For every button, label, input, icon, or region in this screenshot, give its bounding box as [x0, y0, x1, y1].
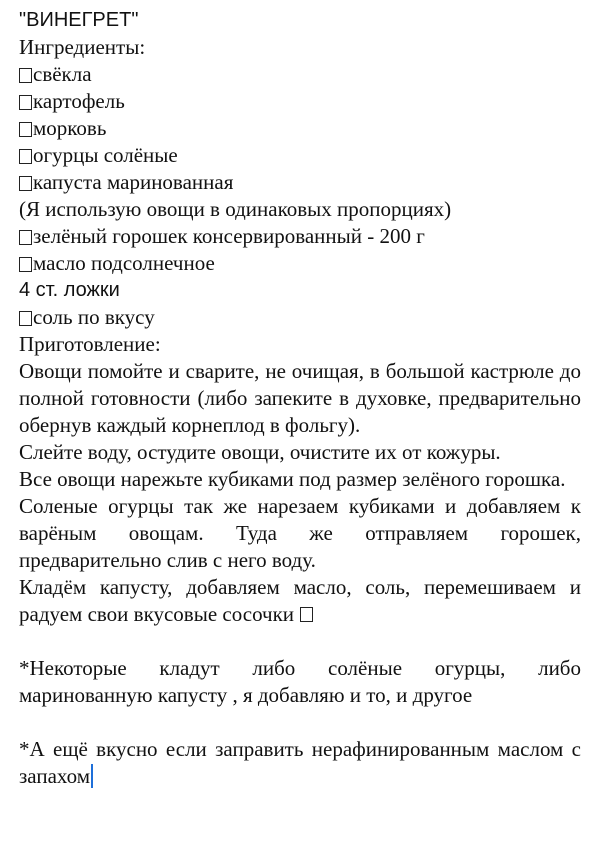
checkbox-icon [19, 257, 32, 272]
ingredient-label: зелёный горошек консервированный - 200 г [33, 224, 425, 248]
document-page[interactable] [19, 7, 581, 790]
step-text: Кладём капусту, добавляем масло, соль, перемешиваем и радуем свои вкусовые сосочки [19, 575, 581, 626]
checkbox-icon [19, 95, 32, 110]
checkbox-icon [19, 68, 32, 83]
ingredient-label: картофель [33, 89, 125, 113]
ingredient-item [19, 115, 581, 142]
oil-quantity: 4 ст. ложки [19, 279, 120, 301]
step-paragraph: Все овощи нарежьте кубиками под размер зелёного горошка. [19, 467, 566, 491]
checkbox-icon [19, 230, 32, 245]
ingredient-item [19, 223, 581, 250]
blank-line [19, 709, 581, 736]
ingredient-item [19, 88, 581, 115]
ingredient-label: соль по вкусу [33, 305, 155, 329]
tip-paragraph: *Некоторые кладут либо солёные огурцы, либо маринованную капусту , я добавляю и то, и другое [19, 656, 581, 707]
ingredient-label: масло подсолнечное [33, 251, 215, 275]
ingredient-label: огурцы солёные [33, 143, 178, 167]
ingredient-label: свёкла [33, 62, 92, 86]
text-cursor [91, 764, 93, 788]
recipe-title: "ВИНЕГРЕТ" [19, 9, 139, 31]
ingredients-heading: Ингредиенты: [19, 35, 146, 59]
blank-line [19, 628, 581, 655]
step-paragraph: Овощи помойте и сварите, не очищая, в большой кастрюле до полной готовности (либо запеките в духовке, предварительно обернув каждый корнеплод в фольгу). [19, 359, 581, 437]
ingredient-label: капуста маринованная [33, 170, 234, 194]
tip-text: *А ещё вкусно если заправить нерафинированным маслом с запахом [19, 737, 581, 788]
ingredient-item [19, 304, 581, 331]
emoji-placeholder-icon [300, 607, 313, 622]
step-paragraph: Слейте воду, остудите овощи, очистите их от кожуры. [19, 440, 501, 464]
ingredient-item [19, 142, 581, 169]
checkbox-icon [19, 122, 32, 137]
step-paragraph: Соленые огурцы так же нарезаем кубиками и добавляем к варёным овощам. Туда же отправляем горошек, предварительно слив с него воду. [19, 494, 581, 572]
tip-paragraph-final [19, 736, 581, 790]
ingredient-label: морковь [33, 116, 107, 140]
ingredient-item [19, 61, 581, 88]
step-paragraph-final [19, 574, 581, 628]
checkbox-icon [19, 149, 32, 164]
preparation-heading: Приготовление: [19, 332, 161, 356]
proportions-note: (Я использую овощи в одинаковых пропорциях) [19, 197, 452, 221]
checkbox-icon [19, 176, 32, 191]
ingredient-item [19, 169, 581, 196]
checkbox-icon [19, 311, 32, 326]
ingredient-item [19, 250, 581, 277]
